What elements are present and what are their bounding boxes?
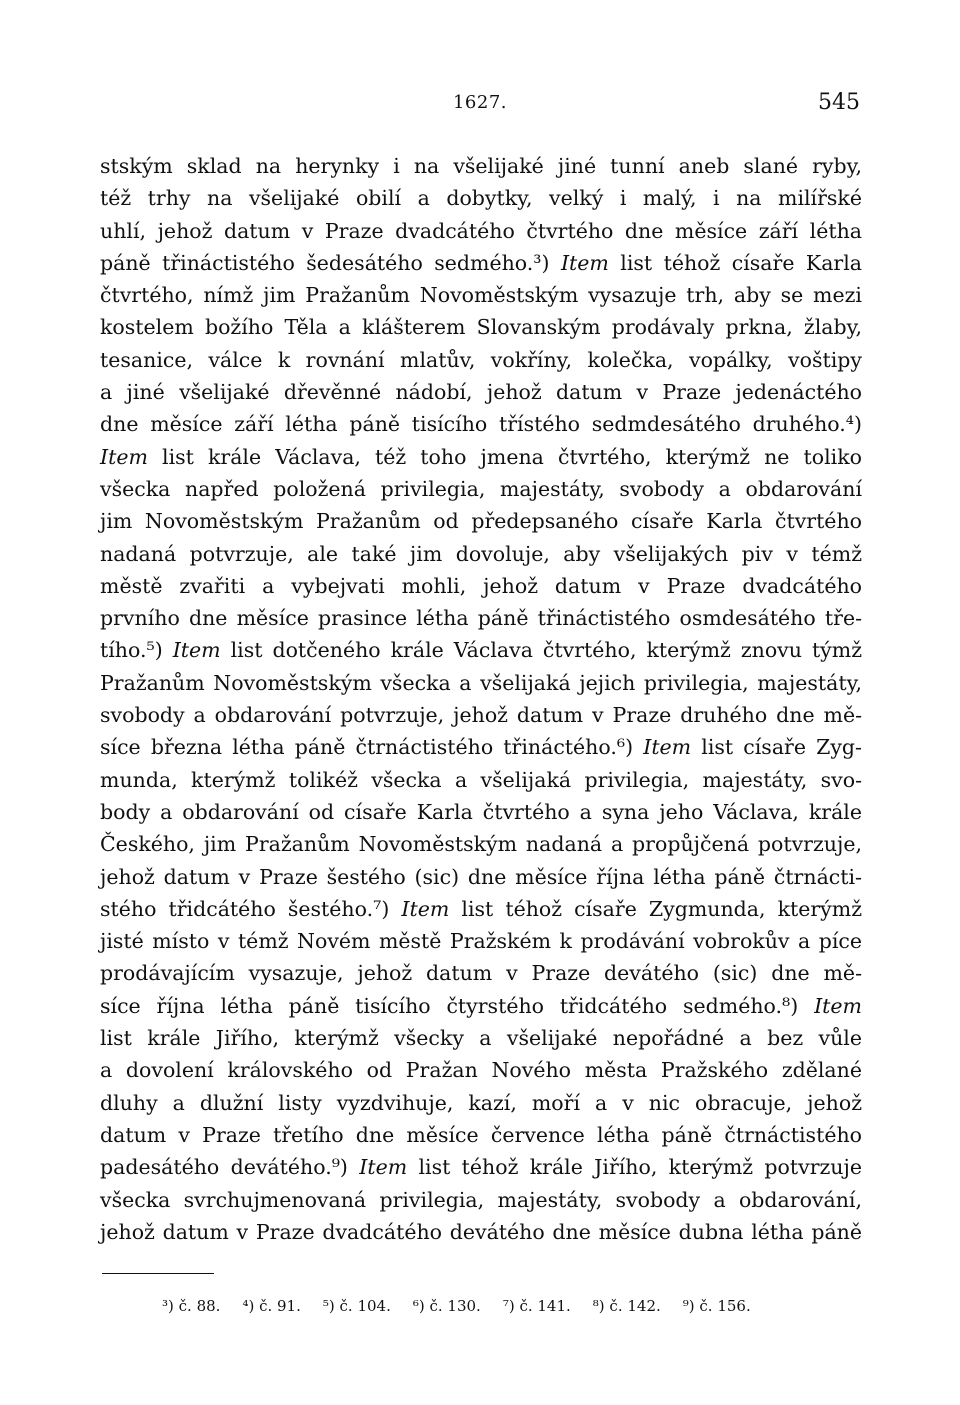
text-line: jehož datum v Praze šestého (sic) dne měsíce října létha páně čtrnácti- <box>100 864 862 889</box>
running-head-year: 1627. <box>452 92 508 113</box>
page-header <box>100 92 860 122</box>
text-line: prvního dne měsíce prasince létha páně třináctistého osmdesátého tře- <box>100 606 862 631</box>
item-keyword: Item <box>172 638 221 663</box>
text-line: a jiné všelijaké dřevěnné nádobí, jehož datum v Praze jedenáctého <box>100 380 862 405</box>
text-line: síce října létha páně tisícího čtyrstého třidcátého sedmého.⁸) Item <box>100 993 862 1018</box>
text-line: tesanice, válce k rovnání mlatův, vokříny, kolečka, vopálky, voštipy <box>100 347 862 372</box>
footnote-item: ⁷) č. 141. <box>502 1297 571 1315</box>
text-line: všecka svrchujmenovaná privilegia, majestáty, svobody a obdarování, <box>100 1187 862 1212</box>
text-line: padesátého devátého.⁹) Item list téhož krále Jiřího, kterýmž potvrzuje <box>100 1155 862 1180</box>
text-line: Item list krále Václava, též toho jmena čtvrtého, kterýmž ne toliko <box>100 444 862 469</box>
text-line: jehož datum v Praze dvadcátého devátého dne měsíce dubna létha páně <box>100 1219 862 1244</box>
item-keyword: Item <box>560 250 609 275</box>
text-line: síce března létha páně čtrnáctistého třináctého.⁶) Item list císaře Zyg- <box>100 735 862 760</box>
text-line: páně třináctistého šedesátého sedmého.³) Item list téhož císaře Karla <box>100 250 862 275</box>
footnote-item: ⁸) č. 142. <box>592 1297 661 1315</box>
text-line: jim Novoměstským Pražanům od předepsaného císaře Karla čtvrtého <box>100 509 862 534</box>
item-keyword: Item <box>643 735 692 760</box>
footnote-item: ⁵) č. 104. <box>322 1297 391 1315</box>
text-line: stským sklad na herynky i na všelijaké jiné tunní aneb slané ryby, <box>100 154 862 178</box>
item-keyword: Item <box>100 444 148 469</box>
footnote-item: ⁴) č. 91. <box>242 1297 301 1315</box>
text-line: též trhy na všelijaké obilí a dobytky, velký i malý, i na milířské <box>100 186 862 211</box>
page-number: 545 <box>818 90 860 115</box>
footnotes <box>162 1297 862 1315</box>
text-line: tího.⁵) Item list dotčeného krále Václava čtvrtého, kterýmž znovu týmž <box>100 638 863 663</box>
footnote-item: ⁹) č. 156. <box>682 1297 751 1315</box>
text-line: munda, kterýmž tolikéž všecka a všelijaká privilegia, majestáty, svo- <box>100 767 862 792</box>
text-line: městě zvařiti a vybejvati mohli, jehož datum v Praze dvadcátého <box>100 573 862 598</box>
footnote-divider <box>102 1273 214 1274</box>
footnote-item: ⁶) č. 130. <box>412 1297 481 1315</box>
main-text <box>100 150 862 1248</box>
footnote-item: ³) č. 88. <box>162 1297 221 1315</box>
text-line: stého třidcátého šestého.⁷) Item list téhož císaře Zygmunda, kterýmž <box>100 896 863 921</box>
text-line: čtvrtého, nímž jim Pražanům Novoměstským vysazuje trh, aby se mezi <box>100 283 862 308</box>
text-line: nadaná potvrzuje, ale také jim dovoluje, aby všelijakých piv v témž <box>100 541 862 566</box>
text-line: Českého, jim Pražanům Novoměstským nadaná a propůjčená potvrzuje, <box>100 832 862 857</box>
text-line: uhlí, jehož datum v Praze dvadcátého čtvrtého dne měsíce září létha <box>100 218 862 243</box>
text-line: svobody a obdarování potvrzuje, jehož datum v Praze druhého dne mě- <box>100 703 862 728</box>
text-line: Pražanům Novoměstským všecka a všelijaká jejich privilegia, majestáty, <box>100 670 862 695</box>
text-line: kostelem božího Těla a klášterem Slovanským prodávaly prkna, žlaby, <box>100 315 862 340</box>
text-line: jisté místo v témž Novém městě Pražském k prodávání vobrokův a píce <box>100 929 862 954</box>
text-line: list krále Jiřího, kterýmž všecky a všelijaké nepořádné a bez vůle <box>100 1026 862 1051</box>
text-line: všecka napřed položená privilegia, majestáty, svobody a obdarování <box>100 476 862 501</box>
text-line: datum v Praze třetího dne měsíce července létha páně čtrnáctistého <box>100 1122 862 1147</box>
text-line: body a obdarování od císaře Karla čtvrtého a syna jeho Václava, krále <box>100 799 862 824</box>
item-keyword: Item <box>359 1155 408 1180</box>
item-keyword: Item <box>814 993 862 1018</box>
text-line: prodávajícím vysazuje, jehož datum v Praze devátého (sic) dne mě- <box>100 961 862 986</box>
text-line: dne měsíce září létha páně tisícího třístého sedmdesátého druhého.⁴) <box>100 412 862 437</box>
text-line: dluhy a dlužní listy vyzdvihuje, kazí, moří a v nic obracuje, jehož <box>100 1090 862 1115</box>
item-keyword: Item <box>401 896 450 921</box>
text-line: a dovolení královského od Pražan Nového města Pražského zdělané <box>100 1058 862 1083</box>
